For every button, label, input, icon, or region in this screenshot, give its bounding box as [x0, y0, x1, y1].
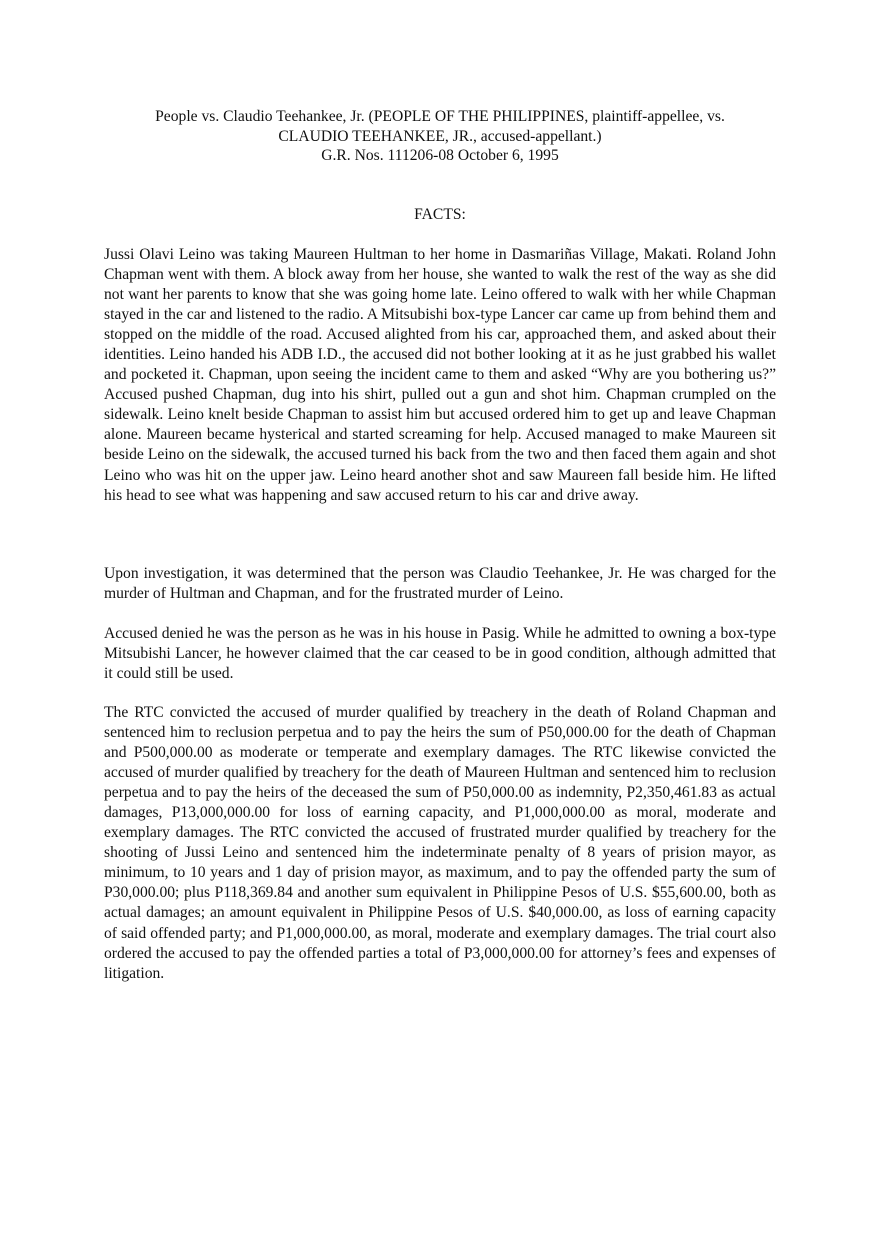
- case-title-block: [104, 107, 776, 166]
- case-title-line-2: CLAUDIO TEEHANKEE, JR., accused-appellant.): [278, 127, 602, 145]
- paragraph-investigation: Upon investigation, it was determined that the person was Claudio Teehankee, Jr. He was charged for the murder of Hultman and Chapman, and for the frustrated murder of Leino.: [104, 565, 776, 603]
- case-title-line-1: People vs. Claudio Teehankee, Jr. (PEOPLE OF THE PHILIPPINES, plaintiff-appellee, vs.: [155, 108, 725, 125]
- facts-heading: FACTS:: [414, 206, 466, 223]
- paragraph-defense: Accused denied he was the person as he was in his house in Pasig. While he admitted to owning a box-type Mitsubishi Lancer, he however claimed that the car ceased to be in good condition, although admitted that it could still be used.: [104, 625, 776, 683]
- case-citation: G.R. Nos. 111206-08 October 6, 1995: [321, 147, 559, 165]
- paragraph-incident: Jussi Olavi Leino was taking Maureen Hultman to her home in Dasmariñas Village, Makati. Roland John Chapman went with them. A block away from her house, she wanted to walk the rest of the way as she did not want her parents to know that she was going home late. Leino offered to walk with her while Chapman stayed in the car and listened to the radio. A Mitsubishi box-type Lancer car came up from behind them and stopped on the middle of the road. Accused alighted from his car, approached them, and asked about their identities. Leino handed his ADB I.D., the accused did not bother looking at it as he just grabbed his wallet and pocketed it. Chapman, upon seeing the incident came to them and asked “Why are you bothering us?” Accused pushed Chapman, dug into his shirt, pulled out a gun and shot him. Chapman crumpled on the sidewalk. Leino knelt beside Chapman to assist him but accused ordered him to get up and leave Chapman alone. Maureen became hysterical and started screaming for help. Accused managed to make Maureen sit beside Leino on the sidewalk, the accused turned his back from the two and then faced them again and shot Leino who was hit on the upper jaw. Leino heard another shot and saw Maureen fall beside him. He lifted his head to see what was happening and saw accused return to his car and drive away.: [104, 246, 776, 504]
- paragraph-rtc-ruling: The RTC convicted the accused of murder qualified by treachery in the death of Roland Chapman and sentenced him to reclusion perpetua and to pay the heirs the sum of P50,000.00 for the death of Chapman and P500,000.00 as moderate or temperate and exemplary damages. The RTC likewise convicted the accused of murder qualified by treachery for the death of Maureen Hultman and sentenced him to reclusion perpetua and to pay the heirs of the deceased the sum of P50,000.00 as indemnity, P2,350,461.83 as actual damages, P13,000,000.00 for loss of earning capacity, and P1,000,000.00 as moral, moderate and exemplary damages. The RTC convicted the accused of frustrated murder qualified by treachery for the shooting of Jussi Leino and sentenced him the indeterminate penalty of 8 years of prision mayor, as minimum, to 10 years and 1 day of prision mayor, as maximum, and to pay the offended party the sum of P30,000.00; plus P118,369.84 and another sum equivalent in Philippine Pesos of U.S. $55,600.00, both as actual damages; an amount equivalent in Philippine Pesos of U.S. $40,000.00, as loss of earning capacity of said offended party; and P1,000,000.00, as moral, moderate and exemplary damages. The trial court also ordered the accused to pay the offended parties a total of P3,000,000.00 for attorney’s fees and expenses of litigation.: [104, 704, 776, 982]
